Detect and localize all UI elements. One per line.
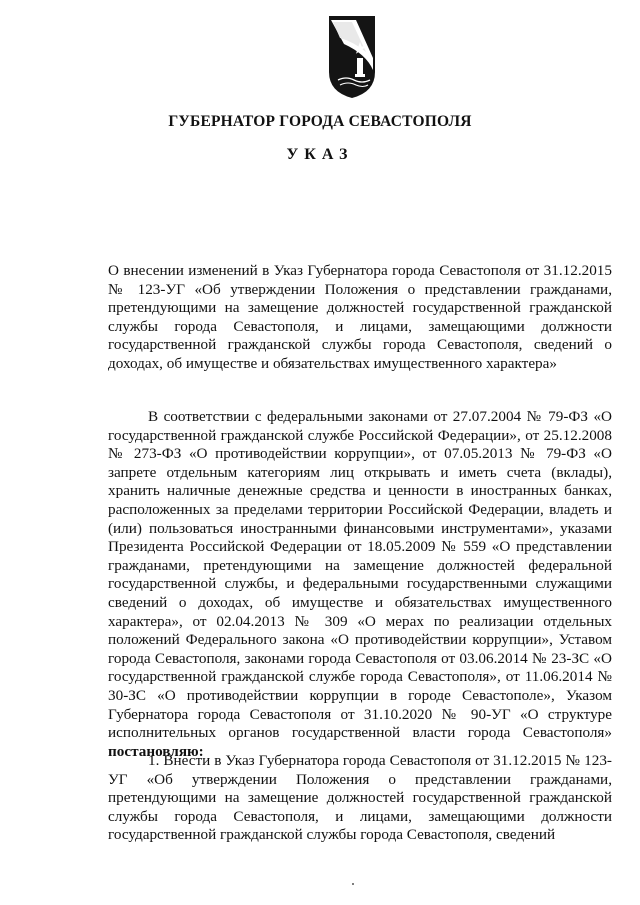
decree-subject: О внесении изменений в Указ Губернатора города Севастополя от 31.12.2015 № 123-УГ «Об утверждении Положения о представлении гражданами, претендующими на замещение должностей государственной гражданской службы города Севастополя, и лицами, замещающими должности государственной гражданской службы города Севастополя, сведений о доходах, об имуществе и обязательствах имущественного характера» <box>108 262 612 372</box>
coat-of-arms-icon <box>326 14 378 100</box>
document-type: УКАЗ <box>286 146 354 163</box>
scan-speck <box>352 883 354 885</box>
preamble-text: В соответствии с федеральными законами от 27.07.2004 № 79-ФЗ «О государственной гражданской службе Российской Федерации», от 25.12.2008 № 273-ФЗ «О противодействии коррупции», от 07.05.2013 № 79-ФЗ «О запрете отдельным категориям лиц открывать и иметь счета (вклады), хранить наличные денежные средства и ценности в иностранных банках, расположенных за пределами территории Российской Федерации, владеть и (или) пользоваться иностранными финансовыми инструментами», указами Президента Российской Федерации от 18.05.2009 № 559 «О представлении гражданами, претендующими на замещение должностей федеральной государственной службы, и федеральными государственными служащими сведений о доходах, об имуществе и обязательствах имущественного характера», от 02.04.2013 № 309 «О мерах по реализации отдельных положений Федерального закона «О противодействии коррупции», Уставом города Севастополя, законами города Севастополя от 03.06.2014 № 23-ЗС «О государственной гражданской службе города Севастополя», от 11.06.2014 № 30-ЗС «О противодействии коррупции в городе Севастополе», Указом Губернатора города Севастополя от 31.10.2020 № 90-УГ «О структуре исполнительных органов государственной власти города Севастополя» <box>108 408 612 742</box>
decree-word: постановляю: <box>108 742 204 760</box>
item-1-paragraph: 1. Внести в Указ Губернатора города Севастополя от 31.12.2015 № 123-УГ «Об утверждении Положения о представлении гражданами, претендующими на замещение должностей государственной гражданской службы города Севастополя, и лицами, замещающими должности государственной гражданской службы города Севастополя, сведений <box>108 752 612 844</box>
issuer-title: ГУБЕРНАТОР ГОРОДА СЕВАСТОПОЛЯ <box>168 113 472 130</box>
preamble-paragraph <box>108 408 612 761</box>
